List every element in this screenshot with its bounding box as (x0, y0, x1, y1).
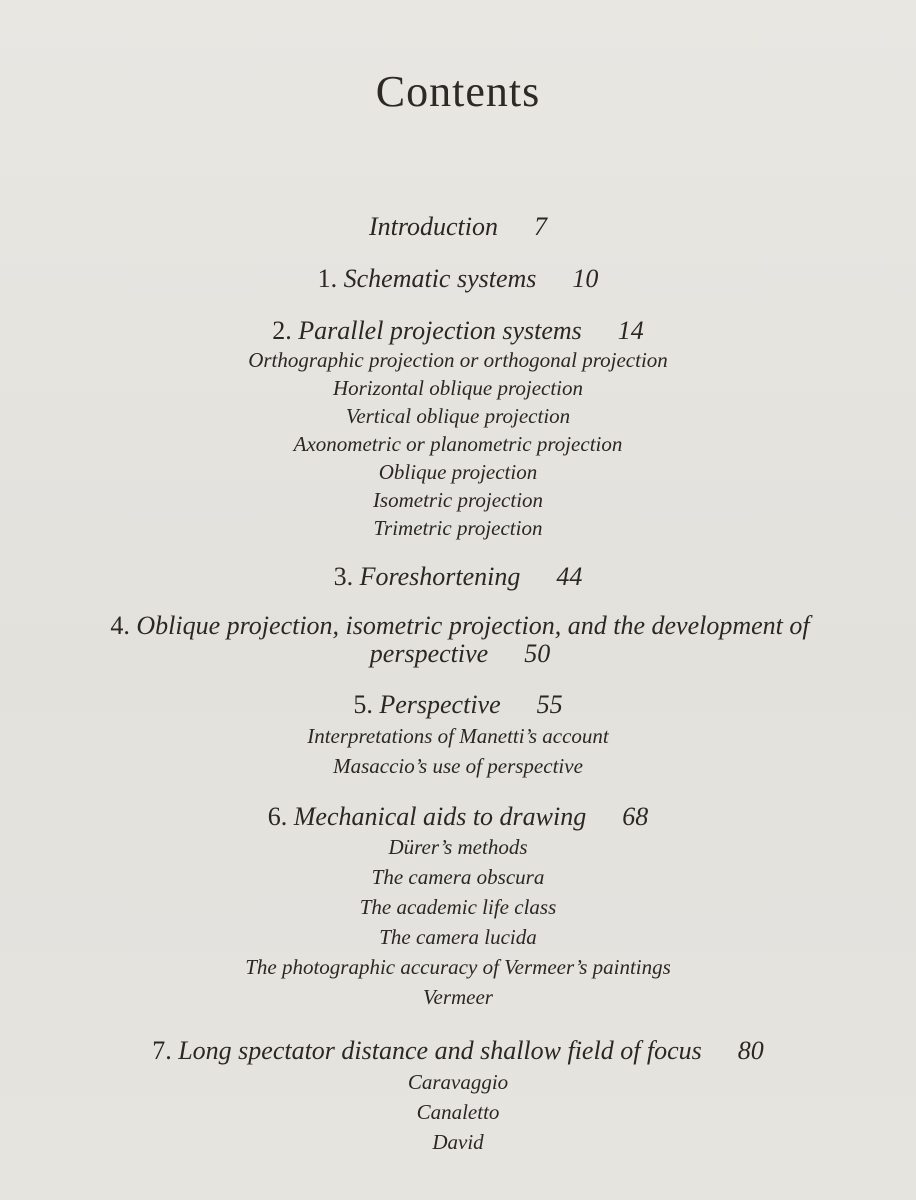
entry-page: 55 (536, 690, 563, 719)
entry-title-continued: perspective (369, 639, 489, 668)
chapter-number: 3. (333, 562, 354, 591)
toc-subentry: Vertical oblique projection (345, 404, 571, 428)
toc-subentry: Interpretations of Manetti’s account (307, 724, 609, 748)
toc-entry-introduction (0, 212, 916, 242)
toc-entry-chapter-2 (0, 316, 916, 346)
entry-title: Long spectator distance and shallow field of focus (178, 1036, 702, 1065)
chapter-number: 2. (272, 316, 292, 345)
toc-subentry: Oblique projection (378, 460, 538, 484)
entry-title: Perspective (379, 690, 501, 719)
toc-entry-chapter-4 (60, 612, 860, 668)
toc-entry-chapter-7 (0, 1036, 916, 1066)
toc-subentry: Masaccio’s use of perspective (333, 754, 583, 778)
entry-title: Schematic systems (343, 264, 537, 293)
toc-subentry: The camera obscura (371, 865, 545, 889)
toc-subentry: The academic life class (359, 895, 557, 919)
toc-subentry: The photographic accuracy of Vermeer’s paintings (245, 955, 671, 979)
chapter-number: 4. (110, 611, 130, 640)
entry-title: Mechanical aids to drawing (293, 802, 587, 831)
toc-subentry: Trimetric projection (373, 516, 543, 540)
entry-title: Foreshortening (359, 562, 521, 591)
toc-subentry: David (432, 1130, 484, 1154)
page-title: Contents (375, 67, 541, 116)
toc-subentry: Caravaggio (407, 1070, 509, 1094)
chapter-number: 6. (267, 802, 288, 831)
entry-page: 80 (737, 1036, 764, 1065)
entry-page: 10 (572, 264, 599, 293)
entry-title-line-2 (60, 640, 860, 668)
chapter-number: 1. (317, 264, 338, 293)
toc-subentry: Isometric projection (372, 488, 544, 512)
entry-page: 7 (534, 212, 548, 241)
entry-page: 44 (556, 562, 583, 591)
entry-page: 14 (617, 316, 644, 345)
entry-title: Parallel projection systems (298, 316, 582, 345)
toc-subentry: Canaletto (416, 1100, 500, 1124)
toc-subentry: Vermeer (423, 985, 493, 1009)
toc-entry-chapter-5 (0, 690, 916, 720)
entry-page: 68 (622, 802, 649, 831)
chapter-number: 7. (152, 1036, 172, 1065)
toc-subentry: Axonometric or planometric projection (293, 432, 623, 456)
entry-title-line-1 (60, 612, 860, 640)
chapter-number: 5. (353, 690, 373, 719)
toc-subentry: Horizontal oblique projection (332, 376, 584, 400)
entry-page: 50 (524, 639, 551, 668)
toc-entry-chapter-6 (0, 802, 916, 832)
toc-subentry: The camera lucida (379, 925, 537, 949)
entry-title: Oblique projection, isometric projection, and the development of (136, 611, 810, 640)
toc-entry-chapter-1 (0, 264, 916, 294)
toc-subentry: Orthographic projection or orthogonal projection (248, 348, 668, 372)
toc-subentry: Dürer’s methods (388, 835, 528, 859)
entry-title: Introduction (368, 212, 499, 241)
toc-entry-chapter-3 (0, 562, 916, 592)
